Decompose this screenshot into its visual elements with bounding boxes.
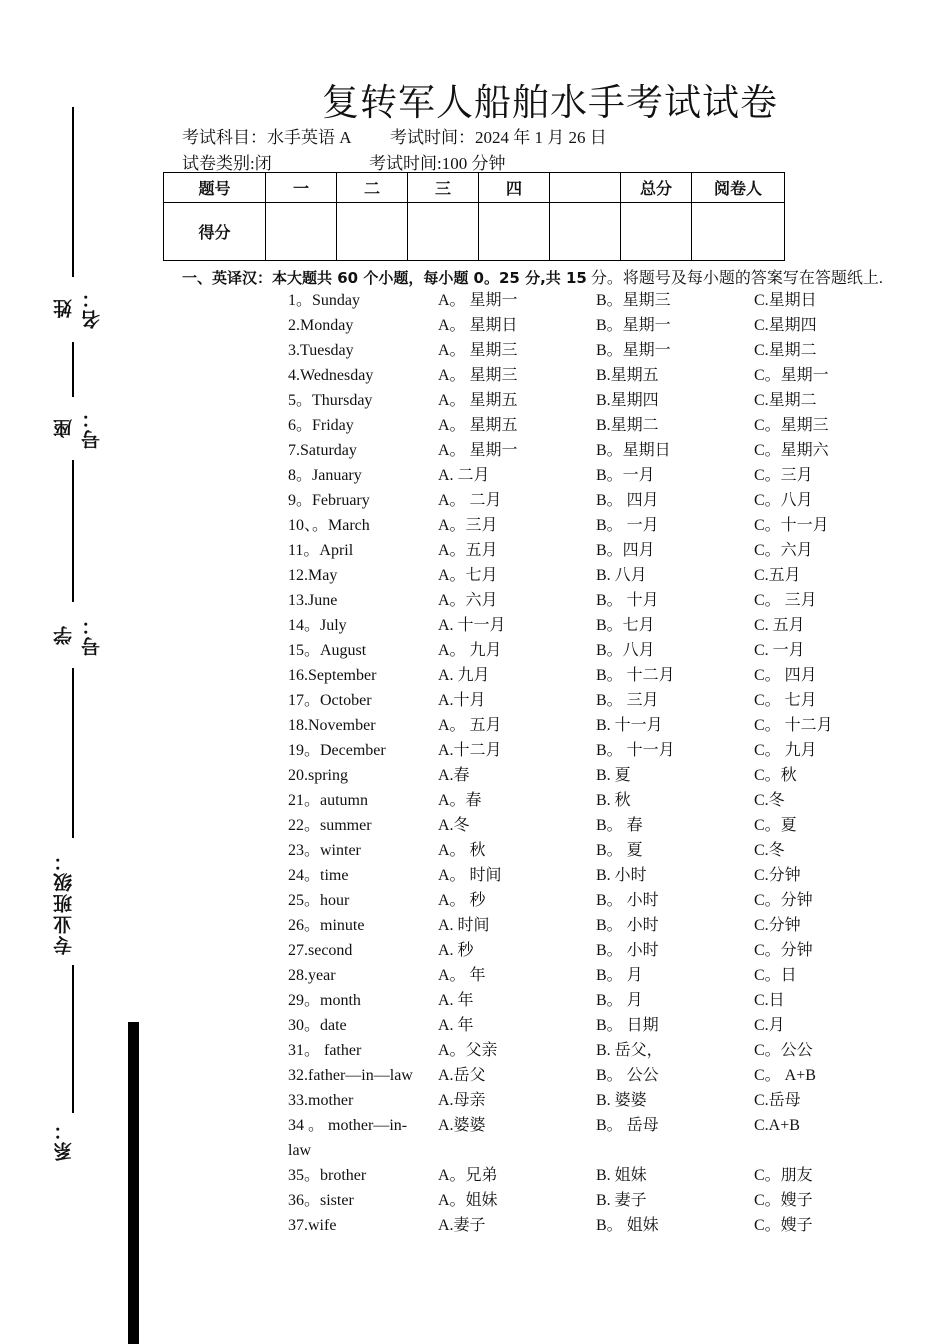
question-row — [288, 1063, 928, 1088]
binding-line-4 — [72, 965, 74, 1113]
question-row — [288, 688, 928, 713]
question-text: 12.May — [288, 567, 338, 584]
department-label: 系： — [53, 1119, 75, 1161]
option-b: B。 春 — [596, 817, 643, 834]
score-table-header: 二 — [337, 173, 408, 203]
option-c: C.五月 — [754, 567, 801, 584]
question-row — [288, 1113, 928, 1163]
question-text: 4.Wednesday — [288, 367, 374, 384]
option-c: C。 七月 — [754, 692, 817, 709]
option-c: C.星期四 — [754, 317, 817, 334]
option-a: A。姐妹 — [438, 1192, 498, 1209]
score-table-header: 一 — [266, 173, 337, 203]
score-table-score-row — [164, 203, 785, 261]
score-table-header: 三 — [408, 173, 479, 203]
score-cell[interactable] — [266, 203, 337, 261]
option-a: A. 年 — [438, 992, 474, 1009]
score-cell[interactable] — [408, 203, 479, 261]
option-a: A。 五月 — [438, 717, 502, 734]
question-text: 5。Thursday — [288, 392, 373, 409]
question-text: 35。brother — [288, 1167, 367, 1184]
question-row — [288, 563, 928, 588]
option-c: C.岳母 — [754, 1092, 801, 1109]
option-c: C. 一月 — [754, 642, 805, 659]
score-table-header: 题号 — [164, 173, 266, 203]
option-c: C。八月 — [754, 492, 813, 509]
option-b: B。 四月 — [596, 492, 659, 509]
question-row — [288, 488, 928, 513]
option-a: A。 星期一 — [438, 442, 518, 459]
option-a: A。 星期五 — [438, 392, 518, 409]
question-text: 2.Monday — [288, 317, 354, 334]
page-title: 复转军人船舶水手考试试卷 — [322, 81, 778, 124]
option-b: B。 十月 — [596, 592, 659, 609]
question-text: 31。 father — [288, 1042, 362, 1059]
option-c: C。秋 — [754, 767, 797, 784]
option-b: B。 月 — [596, 992, 643, 1009]
question-row — [288, 738, 928, 763]
option-c: C.A+B — [754, 1117, 800, 1134]
option-c: C.星期二 — [754, 392, 817, 409]
option-c: C.冬 — [754, 792, 785, 809]
option-c: C。嫂子 — [754, 1217, 813, 1234]
option-b: B. 十一月 — [596, 717, 663, 734]
class-label: 专业班级： — [53, 850, 75, 955]
option-b: B。 小时 — [596, 892, 659, 909]
option-c: C。朋友 — [754, 1167, 813, 1184]
option-b: B。星期一 — [596, 317, 671, 334]
option-a: A.十二月 — [438, 742, 502, 759]
option-a: A.妻子 — [438, 1217, 486, 1234]
score-cell[interactable] — [550, 203, 621, 261]
option-a: A.十月 — [438, 692, 486, 709]
exam-date: 考试时间：2024 年 1 月 26 日 — [390, 128, 607, 147]
exam-duration: 考试时间:100 分钟 — [369, 154, 506, 173]
question-row — [288, 438, 928, 463]
score-table-header: 四 — [479, 173, 550, 203]
seat-label: 座号： — [53, 407, 103, 449]
question-row — [288, 513, 928, 538]
option-c: C。分钟 — [754, 892, 813, 909]
section-heading-rest: 分。将题号及每小题的答案写在答题纸上. — [586, 270, 883, 287]
option-a: A。 二月 — [438, 492, 502, 509]
question-row — [288, 538, 928, 563]
question-text: 25。hour — [288, 892, 350, 909]
binding-line-1 — [72, 342, 74, 397]
question-text: 19。December — [288, 742, 386, 759]
question-text: 16.September — [288, 667, 377, 684]
option-c: C。星期一 — [754, 367, 829, 384]
option-a: A. 九月 — [438, 667, 490, 684]
option-b: B. 姐妹 — [596, 1167, 647, 1184]
score-label: 得分 — [164, 203, 266, 261]
option-c: C。夏 — [754, 817, 797, 834]
student-id-label: 学号： — [53, 614, 103, 656]
option-c: C。分钟 — [754, 942, 813, 959]
option-a: A。 秋 — [438, 842, 486, 859]
option-c: C。公公 — [754, 1042, 813, 1059]
score-cell[interactable] — [621, 203, 692, 261]
option-a: A.母亲 — [438, 1092, 486, 1109]
exam-subject: 考试科目：水手英语 A — [182, 128, 352, 147]
question-row — [288, 288, 928, 313]
question-text: 9。February — [288, 492, 370, 509]
option-a: A。 秒 — [438, 892, 486, 909]
option-c: C。星期三 — [754, 417, 829, 434]
option-a: A。春 — [438, 792, 482, 809]
score-cell[interactable] — [337, 203, 408, 261]
question-row — [288, 588, 928, 613]
option-b: B。 三月 — [596, 692, 659, 709]
option-b: B。星期日 — [596, 442, 671, 459]
option-a: A。 星期一 — [438, 292, 518, 309]
question-text: 1。Sunday — [288, 292, 361, 309]
binding-bar — [128, 1022, 139, 1344]
option-c: C.冬 — [754, 842, 785, 859]
question-text: 29。month — [288, 992, 361, 1009]
option-c: C. 五月 — [754, 617, 805, 634]
option-b: B. 夏 — [596, 767, 631, 784]
option-b: B。 小时 — [596, 942, 659, 959]
question-row — [288, 1163, 928, 1188]
option-c: C。 四月 — [754, 667, 817, 684]
score-cell[interactable] — [479, 203, 550, 261]
option-a: A. 时间 — [438, 917, 490, 934]
option-c: C.星期日 — [754, 292, 817, 309]
option-a: A。 星期三 — [438, 342, 518, 359]
question-text: 15。August — [288, 642, 367, 659]
name-label: 姓名： — [53, 287, 103, 329]
question-row — [288, 1038, 928, 1063]
question-row — [288, 838, 928, 863]
question-text: 34 。 mother—in-law — [288, 1117, 408, 1159]
binding-line-top — [72, 107, 74, 277]
option-c: C。十一月 — [754, 517, 829, 534]
question-text: 7.Saturday — [288, 442, 357, 459]
exam-info-line-2 — [182, 149, 505, 174]
question-row — [288, 1213, 928, 1238]
option-b: B。 姐妹 — [596, 1217, 659, 1234]
option-b: B.星期四 — [596, 392, 659, 409]
option-a: A.岳父 — [438, 1067, 486, 1084]
option-c: C。嫂子 — [754, 1192, 813, 1209]
option-c: C。 三月 — [754, 592, 817, 609]
option-b: B.星期五 — [596, 367, 659, 384]
question-row — [288, 713, 928, 738]
question-row — [288, 388, 928, 413]
question-text: 10、。March — [288, 517, 370, 534]
question-row — [288, 1088, 928, 1113]
option-b: B. 秋 — [596, 792, 631, 809]
score-table-header: 总分 — [621, 173, 692, 203]
option-a: A.春 — [438, 767, 470, 784]
exam-info-line-1 — [182, 123, 607, 148]
option-c: C。 A+B — [754, 1067, 816, 1084]
option-a: A。六月 — [438, 592, 498, 609]
option-a: A。五月 — [438, 542, 498, 559]
option-a: A.冬 — [438, 817, 470, 834]
score-table-header: 阅卷人 — [692, 173, 785, 203]
question-row — [288, 1188, 928, 1213]
question-text: 20.spring — [288, 767, 348, 784]
question-text: 23。winter — [288, 842, 361, 859]
option-a: A.婆婆 — [438, 1117, 486, 1134]
option-c: C.月 — [754, 1017, 785, 1034]
question-text: 22。summer — [288, 817, 372, 834]
option-c: C.分钟 — [754, 917, 801, 934]
option-a: A。 年 — [438, 967, 486, 984]
option-a: A。 星期日 — [438, 317, 518, 334]
option-c: C.星期二 — [754, 342, 817, 359]
question-row — [288, 888, 928, 913]
option-b: B。四月 — [596, 542, 655, 559]
option-a: A。七月 — [438, 567, 498, 584]
option-b: B。星期一 — [596, 342, 671, 359]
option-b: B。 月 — [596, 967, 643, 984]
question-text: 27.second — [288, 942, 353, 959]
score-table-header-row — [164, 173, 785, 203]
option-c: C。日 — [754, 967, 797, 984]
option-a: A. 十一月 — [438, 617, 506, 634]
question-row — [288, 913, 928, 938]
question-row — [288, 863, 928, 888]
question-text: 13.June — [288, 592, 338, 609]
binding-line-2 — [72, 460, 74, 602]
question-text: 3.Tuesday — [288, 342, 354, 359]
option-a: A。父亲 — [438, 1042, 498, 1059]
option-b: B. 八月 — [596, 567, 647, 584]
option-b: B。 日期 — [596, 1017, 659, 1034]
option-a: A。 星期五 — [438, 417, 518, 434]
question-text: 36。sister — [288, 1192, 354, 1209]
question-text: 24。time — [288, 867, 349, 884]
question-text: 30。date — [288, 1017, 347, 1034]
question-row — [288, 363, 928, 388]
option-a: A。 时间 — [438, 867, 502, 884]
score-cell[interactable] — [692, 203, 785, 261]
option-b: B。 一月 — [596, 517, 659, 534]
option-b: B。 公公 — [596, 1067, 659, 1084]
question-text: 33.mother — [288, 1092, 354, 1109]
question-text: 32.father—in—law — [288, 1067, 413, 1084]
binding-line-3 — [72, 668, 74, 838]
option-b: B。八月 — [596, 642, 655, 659]
option-a: A. 年 — [438, 1017, 474, 1034]
option-b: B。 十二月 — [596, 667, 675, 684]
question-row — [288, 1013, 928, 1038]
question-text: 17。October — [288, 692, 372, 709]
question-row — [288, 938, 928, 963]
question-row — [288, 338, 928, 363]
option-a: A。三月 — [438, 517, 498, 534]
option-b: B. 小时 — [596, 867, 647, 884]
question-text: 8。January — [288, 467, 362, 484]
question-row — [288, 313, 928, 338]
question-list — [288, 288, 928, 1238]
option-a: A. 秒 — [438, 942, 474, 959]
option-b: B。 岳母 — [596, 1117, 659, 1134]
question-row — [288, 413, 928, 438]
option-b: B. 妻子 — [596, 1192, 647, 1209]
option-b: B. 岳父， — [596, 1042, 663, 1059]
score-table-header — [550, 173, 621, 203]
question-text: 14。July — [288, 617, 347, 634]
option-a: A。 九月 — [438, 642, 502, 659]
question-row — [288, 463, 928, 488]
option-b: B. 婆婆 — [596, 1092, 647, 1109]
option-c: C。星期六 — [754, 442, 829, 459]
question-row — [288, 963, 928, 988]
question-text: 6。Friday — [288, 417, 354, 434]
question-text: 26。minute — [288, 917, 365, 934]
question-text: 18.November — [288, 717, 376, 734]
question-text: 11。April — [288, 542, 354, 559]
option-c: C.分钟 — [754, 867, 801, 884]
option-a: A。 星期三 — [438, 367, 518, 384]
option-b: B。星期三 — [596, 292, 671, 309]
question-text: 21。autumn — [288, 792, 368, 809]
question-text: 28.year — [288, 967, 336, 984]
section-heading-bold: 一、英译汉：本大题共 60 个小题，每小题 0。25 分,共 15 — [182, 269, 587, 287]
option-b: B.星期二 — [596, 417, 659, 434]
option-c: C。 九月 — [754, 742, 817, 759]
option-a: A。兄弟 — [438, 1167, 498, 1184]
option-b: B。 十一月 — [596, 742, 675, 759]
question-row — [288, 763, 928, 788]
option-b: B。 夏 — [596, 842, 643, 859]
option-a: A. 二月 — [438, 467, 490, 484]
question-row — [288, 663, 928, 688]
question-row — [288, 638, 928, 663]
section-heading — [182, 265, 883, 288]
option-c: C。 十二月 — [754, 717, 833, 734]
question-row — [288, 813, 928, 838]
option-b: B。一月 — [596, 467, 655, 484]
option-c: C.日 — [754, 992, 785, 1009]
option-c: C。三月 — [754, 467, 813, 484]
question-row — [288, 788, 928, 813]
paper-type: 试卷类别:闭 — [182, 154, 272, 173]
option-b: B。 小时 — [596, 917, 659, 934]
question-row — [288, 988, 928, 1013]
option-c: C。六月 — [754, 542, 813, 559]
question-row — [288, 613, 928, 638]
option-b: B。七月 — [596, 617, 655, 634]
question-text: 37.wife — [288, 1217, 337, 1234]
score-table — [163, 172, 785, 261]
